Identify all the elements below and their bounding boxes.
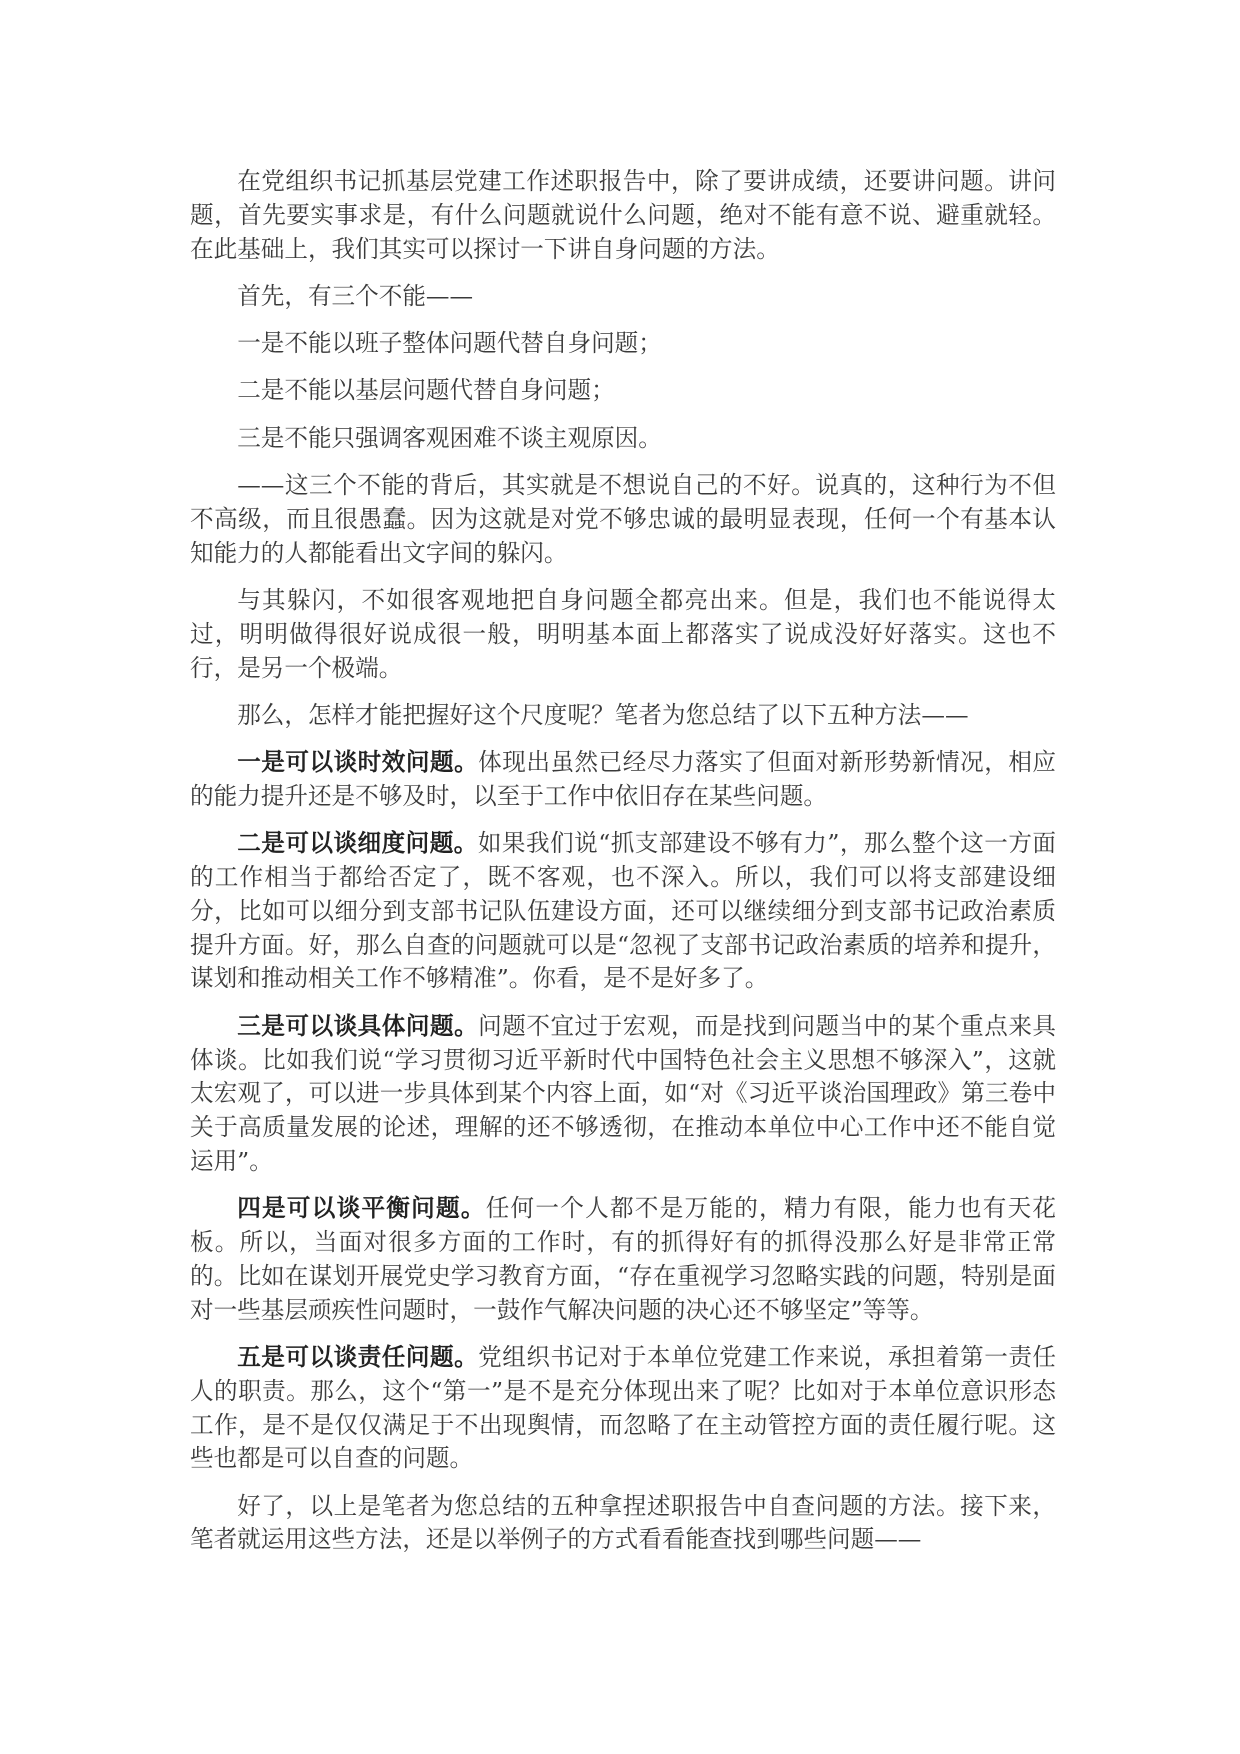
paragraph-cannot-2: 二是不能以基层问题代替自身问题； <box>237 376 615 405</box>
paragraph-three-cannots: 首先，有三个不能—— <box>237 281 474 310</box>
paragraph-method-4: 四是可以谈平衡问题。任何一个人都不是万能的，精力有限，能力也有天花板。所以，当面对很多方面的工作时，有的抓得好有的抓得没那么好是非常正常的。比如在谋划开展党史学习教育方面，“存在重视学习忽略实践的问题，特别是面对一些基层顽疾性问题时，一鼓作气解决问题的决心还不够坚定”等等。 <box>190 1194 1057 1324</box>
paragraph-conclusion: 好了，以上是笔者为您总结的五种拿捏述职报告中自查问题的方法。接下来，笔者就运用这些方法，还是以举例子的方式看看能查找到哪些问题—— <box>190 1491 1056 1554</box>
paragraph-method-5: 五是可以谈责任问题。党组织书记对于本单位党建工作来说，承担着第一责任人的职责。那么，这个“第一”是不是充分体现出来了呢？比如对于本单位意识形态工作，是不是仅仅满足于不出现舆情，而忽略了在主动管控方面的责任履行呢。这些也都是可以自查的问题。 <box>190 1342 1057 1473</box>
paragraph-behind: ——这三个不能的背后，其实就是不想说自己的不好。说真的，这种行为不但不高级，而且很愚蠢。因为这就是对党不够忠诚的最明显表现，任何一个有基本认知能力的人都能看出文字间的躲闪。 <box>190 471 1056 567</box>
paragraph-cannot-1: 一是不能以班子整体问题代替自身问题； <box>237 329 662 358</box>
method-heading: 一是可以谈时效问题。 <box>237 748 479 777</box>
method-heading: 二是可以谈细度问题。 <box>237 829 478 858</box>
method-heading: 四是可以谈平衡问题。 <box>237 1194 486 1223</box>
paragraph-rather: 与其躲闪，不如很客观地把自身问题全都亮出来。但是，我们也不能说得太过，明明做得很好说成很一般，明明基本面上都落实了说成没好好落实。这也不行，是另一个极端。 <box>190 585 1056 682</box>
paragraph-cannot-3: 三是不能只强调客观困难不谈主观原因。 <box>237 423 662 452</box>
paragraph-five-methods: 那么，怎样才能把握好这个尺度呢？笔者为您总结了以下五种方法—— <box>237 700 969 729</box>
document-body <box>190 165 1056 1571</box>
paragraph-method-3: 三是可以谈具体问题。问题不宜过于宏观，而是找到问题当中的某个重点来具体谈。比如我们说“学习贯彻习近平新时代中国特色社会主义思想不够深入”，这就太宏观了，可以进一步具体到某个内容上面，如“对《习近平谈治国理政》第三卷中关于高质量发展的论述，理解的还不够透彻，在推动本单位中心工作中还不能自觉运用”。 <box>190 1011 1057 1175</box>
method-heading: 五是可以谈责任问题。 <box>237 1342 479 1371</box>
paragraph-method-2: 二是可以谈细度问题。如果我们说“抓支部建设不够有力”，那么整个这一方面的工作相当于都给否定了，既不客观，也不深入。所以，我们可以将支部建设细分，比如可以细分到支部书记队伍建设方面，还可以继续细分到支部书记政治素质提升方面。好，那么自查的问题就可以是“忽视了支部书记政治素质的培养和提升，谋划和推动相关工作不够精准”。你看，是不是好多了。 <box>190 829 1056 993</box>
method-heading: 三是可以谈具体问题。 <box>237 1011 479 1040</box>
paragraph-intro: 在党组织书记抓基层党建工作述职报告中，除了要讲成绩，还要讲问题。讲问题，首先要实事求是，有什么问题就说什么问题，绝对不能有意不说、避重就轻。在此基础上，我们其实可以探讨一下讲自身问题的方法。 <box>190 167 1056 263</box>
paragraph-method-1: 一是可以谈时效问题。体现出虽然已经尽力落实了但面对新形势新情况，相应的能力提升还是不够及时，以至于工作中依旧存在某些问题。 <box>190 748 1057 810</box>
